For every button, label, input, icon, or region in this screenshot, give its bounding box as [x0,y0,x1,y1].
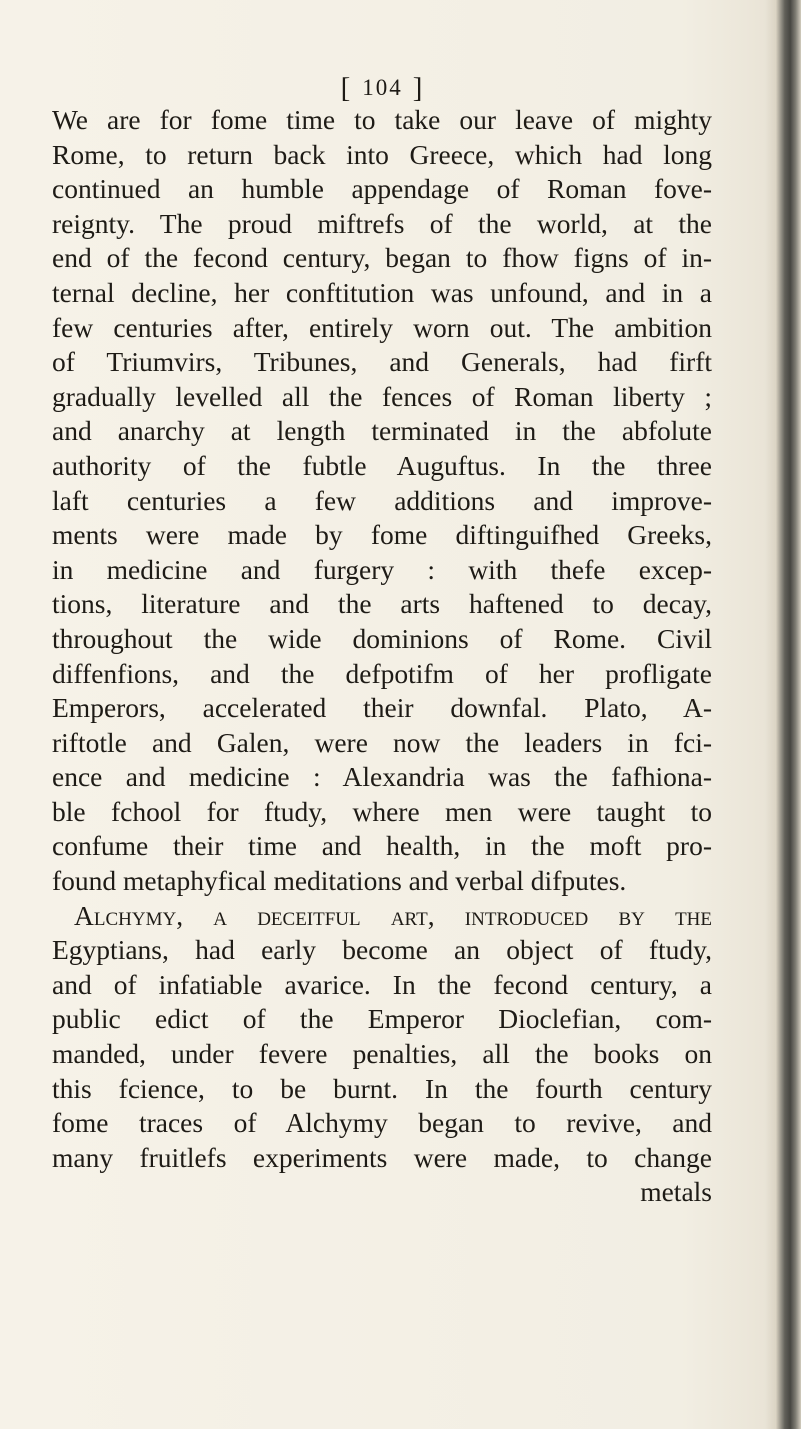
text-line: manded, under fevere penalties, all the books on [52,1038,712,1070]
text-line: Rome, to return back into Greece, which had long [52,138,712,170]
text-line: end of the fecond century, began to fhow figns of in- [52,242,712,274]
text-line: Emperors, accelerated their downfal. Plato, A- [52,692,712,724]
page-binding-edge [765,0,801,1429]
catchword: metals [640,1176,712,1207]
text-line: confume their time and health, in the moft pro- [52,830,712,862]
text-line: ence and medicine : Alexandria was the fafhiona- [52,761,712,793]
bracket-close: ] [412,72,425,104]
text-line: found metaphyfical meditations and verbal difputes. [52,865,627,897]
page-number-header [0,72,783,105]
text-line: and anarchy at length terminated in the abfolute [52,415,712,447]
text-line: public edict of the Emperor Dioclefian, com- [52,1003,712,1035]
text-line: this fcience, to be burnt. In the fourth century [52,1072,712,1104]
text-line: reignty. The proud miftrefs of the world, at the [52,207,712,239]
text-line: gradually levelled all the fences of Roman liberty ; [52,380,712,412]
text-line: tions, literature and the arts haftened to decay, [52,588,712,620]
text-line: of Triumvirs, Tribunes, and Generals, had firft [52,346,712,378]
text-line: and of infatiable avarice. In the fecond century, a [52,968,712,1000]
text-line: ble fchool for ftudy, where men were taught to [52,795,712,827]
bracket-open: [ [340,72,353,104]
text-line: We are for fome time to take our leave of mighty [52,104,712,135]
text-line: in medicine and furgery : with thefe excep- [52,553,712,585]
text-line: ments were made by fome diftinguifhed Greeks, [52,519,712,551]
body-text [52,103,712,1175]
text-line: fome traces of Alchymy began to revive, and [52,1107,712,1139]
page-number: 104 [362,75,403,100]
text-line: few centuries after, entirely worn out. The ambition [52,311,712,343]
text-line: laft centuries a few additions and improve- [52,484,712,516]
text-line: Alchymy, a deceitful art, introduced by the [74,899,712,931]
text-line: throughout the wide dominions of Rome. Civil [52,622,712,654]
text-line: authority of the fubtle Auguftus. In the three [52,449,712,481]
text-line: diffenfions, and the defpotifm of her profligate [52,657,712,689]
text-line: riftotle and Galen, were now the leaders in fci- [52,726,712,758]
text-line: Egyptians, had early become an object of ftudy, [52,934,712,966]
text-line: ternal decline, her conftitution was unfound, and in a [52,276,712,308]
text-line: many fruitlefs experiments were made, to change [52,1141,712,1173]
text-line: continued an humble appendage of Roman fove- [52,173,712,205]
